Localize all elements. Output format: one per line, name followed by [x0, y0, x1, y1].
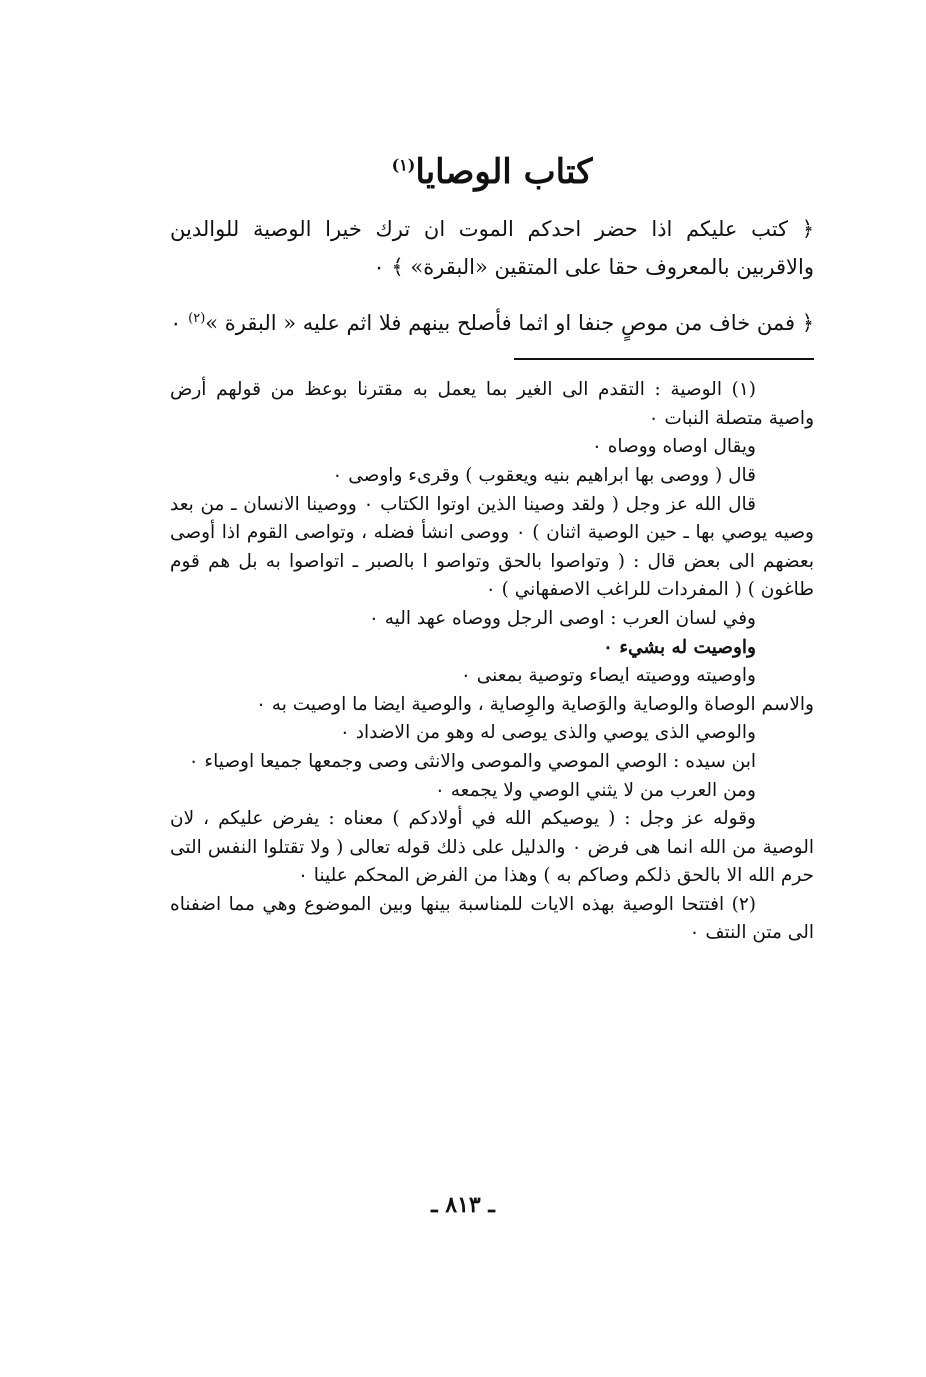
- footnote-paragraph: وقوله عز وجل : ( يوصيكم الله في أولادكم ) معناه : يفرض عليكم ، لان الوصية من الله انما هى فرض ٠ والدليل على ذلك قوله تعالى ( ولا تقتلوا النفس التى حرم الله الا بالحق ذلكم وصاكم به ) وهذا من الفرض المحكم علينا ٠: [170, 808, 814, 887]
- footnote-paragraph: قال ( ووصى بها ابراهيم بنيه ويعقوب ) وقرىء واوصى ٠: [332, 464, 756, 486]
- page-number: ـ ٨١٣ ـ: [431, 1192, 495, 1218]
- footnote-paragraph: ومن العرب من لا يثني الوصي ولا يجمعه ٠: [434, 779, 756, 801]
- title-footnote-ref: (١): [391, 155, 416, 175]
- verse-2: [170, 300, 814, 342]
- footnote-paragraph: واوصيته ووصيته ايصاء وتوصية بمعنى ٠: [460, 665, 756, 687]
- footnote-paragraph: ويقال اوصاه ووصاه ٠: [591, 436, 756, 458]
- chapter-title: [170, 150, 814, 194]
- verse-2-text: ﴿ فمن خاف من موصٍ جنفا او اثما فأصلح بينهم فلا اثم عليه « البقرة »: [205, 311, 814, 336]
- footnote-divider: [514, 358, 814, 360]
- chapter-title-text: كتاب الوصايا: [415, 152, 593, 192]
- verse-2-end: ٠: [170, 311, 189, 336]
- verse-2-footnote-ref: (٢): [188, 311, 206, 327]
- footnote-paragraph: والوصي الذى يوصي والذى يوصى له وهو من الاضداد ٠: [339, 722, 756, 744]
- footnotes: [170, 376, 814, 948]
- footnote-paragraph: (١) الوصية : التقدم الى الغير بما يعمل به مقترنا بوعظ من قولهم أرض واصية متصلة النبات ٠: [170, 379, 814, 429]
- footnote-paragraph: وفي لسان العرب : اوصى الرجل ووصاه عهد اليه ٠: [368, 607, 756, 629]
- footnote-paragraph: والاسم الوصاة والوصاية والوَصاية والوِصاية ، والوصية ايضا ما اوصيت به ٠: [255, 693, 814, 715]
- footnote-paragraph: واوصيت له بشيء ٠: [602, 636, 756, 658]
- verse-1: [170, 210, 814, 286]
- verse-1-text: ﴿ كتب عليكم اذا حضر احدكم الموت ان ترك خيرا الوصية للوالدين والاقربين بالمعروف حقا على المتقين «البقرة» ﴾ ٠: [170, 217, 814, 280]
- footnote-paragraph: قال الله عز وجل ( ولقد وصينا الذين اوتوا الكتاب ٠ ووصينا الانسان ـ من بعد وصيه يوصي بها ـ حين الوصية اثنان ) ٠ ووصى انشأ فضله ، وتواصى القوم اذا أوصى بعضهم الى بعض قال : ( وتواصوا بالحق وتواصو ا بالصبر ـ اتواصوا به بل هم قوم طاغون ) ( المفردات للراغب الاصفهاني ) ٠: [170, 493, 814, 601]
- footnote-paragraph: (٢) افتتحا الوصية بهذه الايات للمناسبة بينها وبين الموضوع وهي مما اضفناه الى متن النتف ٠: [170, 893, 814, 944]
- footnote-paragraph: ابن سيده : الوصي الموصي والموصى والانثى وصى وجمعها جميعا اوصياء ٠: [188, 750, 756, 772]
